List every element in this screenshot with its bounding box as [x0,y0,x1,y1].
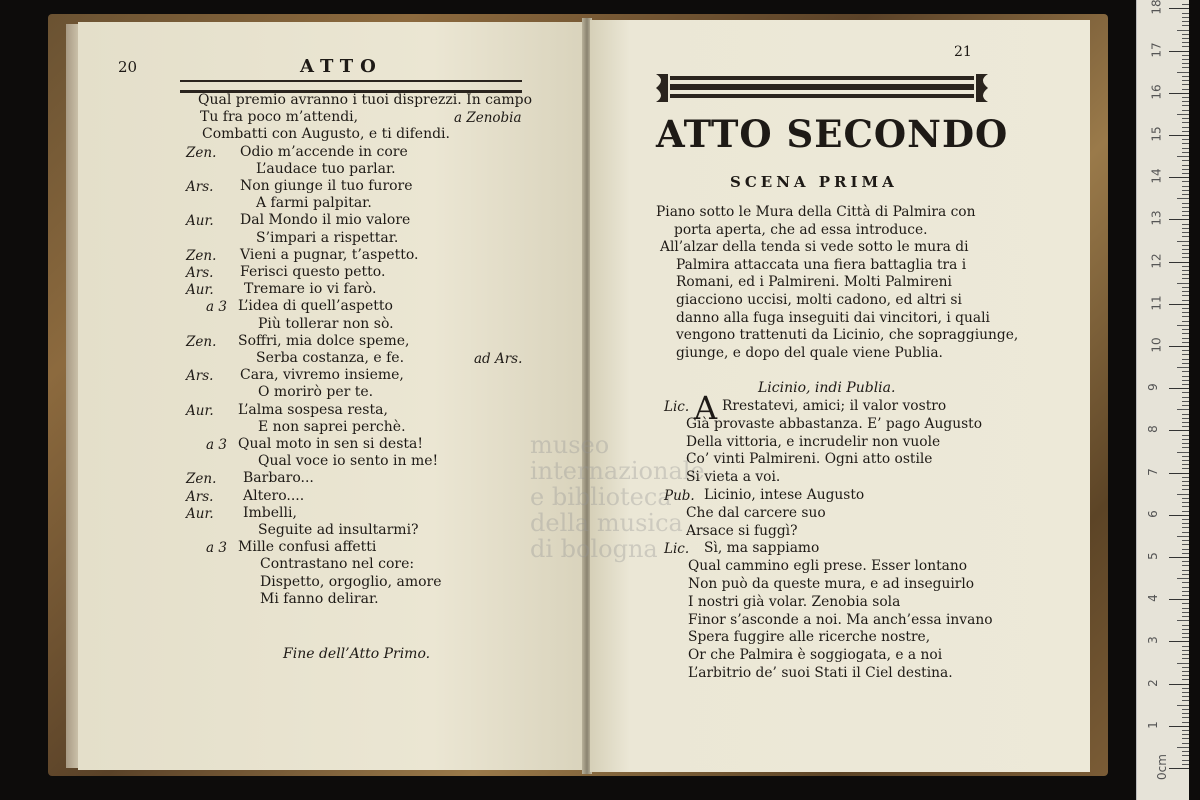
ruler-tick-minor [1182,211,1189,212]
verse-line: Mille confusi affetti [238,539,377,556]
ruler-tick-minor [1182,80,1189,81]
ruler-tick-minor [1182,274,1189,275]
speaker-label: Zen. [186,333,217,350]
ruler-tick-minor [1182,84,1189,85]
ruler-number: 16 [1149,84,1164,100]
left-page-number: 20 [118,58,138,76]
ruler-tick-minor [1182,422,1189,423]
ruler-tick-minor [1182,717,1189,718]
ruler-tick-minor [1182,730,1189,731]
ruler-tick-minor [1182,658,1189,659]
verse-line: Più tollerar non sò. [258,315,394,332]
ruler-number: 1 [1145,720,1160,729]
ruler-tick-minor [1182,439,1189,440]
ruler-tick-minor [1182,359,1189,360]
ruler-tick-minor [1182,456,1189,457]
ruler-tick-minor [1182,55,1189,56]
ruler-tick-minor [1182,169,1189,170]
direction-line: Romani, ed i Palmireni. Molti Palmireni [676,274,952,291]
ruler-tick-minor [1177,156,1189,157]
ruler-tick-minor [1182,215,1189,216]
ruler-tick-minor [1182,21,1189,22]
verse-line: A farmi palpitar. [256,195,372,212]
ruler-number: 10 [1149,337,1164,353]
ruler-tick-minor [1182,414,1189,415]
ruler-tick-minor [1182,401,1189,402]
ruler-tick-major [1169,684,1189,685]
dialogue-line: Già provaste abbastanza. E’ pago Augusto [686,415,983,432]
ruler-tick-minor [1182,633,1189,634]
direction-line: Palmira attaccata una fiera battaglia tra i [676,256,967,273]
speaker-label: Zen. [186,247,217,264]
ruler-tick-major [1169,346,1189,347]
ruler-tick-minor [1177,494,1189,495]
ruler-tick-minor [1182,751,1189,752]
ruler-tick-minor [1182,46,1189,47]
ruler-tick-minor [1182,173,1189,174]
ruler-tick-minor [1182,561,1189,562]
ruler-tick-minor [1182,76,1189,77]
ruler-number: 11 [1149,295,1164,311]
dialogue-line: I nostri già volar. Zenobia sola [688,593,901,610]
ruler-number: 5 [1145,552,1160,560]
ruler-tick-minor [1182,105,1189,106]
ruler-tick-minor [1182,38,1189,39]
ruler-tick-minor [1182,582,1189,583]
dialogue-line: Sì, ma sappiamo [704,540,820,557]
ruler-tick-minor [1182,384,1189,385]
ruler-tick-minor [1182,17,1189,18]
ruler-tick-major [1169,219,1189,220]
ruler-number: 15 [1149,126,1164,142]
dialogue-line: Arsace si fuggì? [686,522,798,539]
ruler-tick-minor [1182,595,1189,596]
drop-cap: A [694,389,718,427]
ruler-tick-minor [1182,376,1189,377]
dialogue-line: Che dal carcere suo [686,504,826,521]
ruler-tick-minor [1182,489,1189,490]
direction-line: porta aperta, che ad essa introduce. [674,221,928,238]
dialogue-line: Co’ vinti Palmireni. Ogni atto ostile [686,451,933,468]
ruler-tick-minor [1182,675,1189,676]
ruler-tick-minor [1177,536,1189,537]
ruler-tick-minor [1182,266,1189,267]
header-ornament [652,70,992,106]
right-page-number: 21 [954,44,972,60]
verse-line: L’audace tuo parlar. [256,160,396,177]
ruler-tick-minor [1182,249,1189,250]
direction-line: vengono trattenuti da Licinio, che sopraggiunge, [676,327,1019,344]
ruler-tick-minor [1177,72,1189,73]
ruler-tick-minor [1182,692,1189,693]
ruler-tick-minor [1182,270,1189,271]
ruler-tick-minor [1182,257,1189,258]
ruler-tick-minor [1182,418,1189,419]
verse-line: Odio m’accende in core [240,143,408,160]
verse-line: Altero.... [243,487,305,504]
ruler-tick-major [1169,135,1189,136]
ruler-tick-minor [1182,506,1189,507]
ruler-tick-minor [1182,523,1189,524]
ruler-tick-minor [1182,696,1189,697]
ruler-tick-minor [1182,679,1189,680]
ruler-tick-minor [1182,498,1189,499]
ruler-tick-minor [1182,342,1189,343]
scene-heading: Licinio, indi Publia. [758,380,896,396]
ruler-tick-major [1169,768,1189,769]
dialogue-line: Licinio, intese Augusto [704,487,865,503]
ruler-tick-minor [1182,743,1189,744]
ruler-tick-minor [1182,477,1189,478]
speaker-label: Lic. [664,399,690,415]
ruler-tick-minor [1182,338,1189,339]
ruler-tick-minor [1182,63,1189,64]
speaker-label: Aur. [186,282,214,299]
ruler-tick-minor [1177,578,1189,579]
ruler-tick-minor [1182,371,1189,372]
ruler-tick-minor [1182,405,1189,406]
verse-line: E non saprei perchè. [258,418,406,435]
verse-line: Qual moto in sen si desta! [238,436,424,452]
ruler-tick-minor [1182,625,1189,626]
ruler-tick-minor [1182,152,1189,153]
ruler-tick-minor [1177,241,1189,242]
ruler-tick-minor [1182,502,1189,503]
ruler-tick-minor [1182,224,1189,225]
speaker-label: Pub. [664,488,695,504]
ruler-tick-minor [1182,350,1189,351]
ruler-tick-minor [1182,629,1189,630]
ruler-number: 17 [1149,41,1164,58]
verse-line: L’alma sospesa resta, [238,401,388,418]
direction-line: giacciono uccisi, molti cadono, ed altri si [676,292,962,308]
ruler-tick-minor [1182,764,1189,765]
speaker-label: Aur. [186,213,214,230]
ruler-tick-minor [1182,89,1189,90]
ruler-tick-major [1169,177,1189,178]
act-end-note: Fine dell’Atto Primo. [283,646,431,662]
left-running-head: ATTO [300,56,383,77]
stage-direction: a Zenobia [454,110,522,127]
ruler-tick-minor [1182,616,1189,617]
dialogue-line: Si vieta a voi. [686,469,781,486]
speaker-label: Ars. [186,488,214,505]
ruler-tick-minor [1182,194,1189,195]
ruler-tick-major [1169,473,1189,474]
ruler-tick-minor [1182,738,1189,739]
ruler-tick-minor [1182,245,1189,246]
ruler-tick-minor [1182,574,1189,575]
speaker-label: a 3 [206,299,227,316]
ruler-tick-minor [1182,671,1189,672]
ruler-number: 6 [1145,509,1160,518]
ruler-tick-minor [1182,447,1189,448]
ruler-tick-minor [1177,620,1189,621]
ruler-tick-minor [1182,544,1189,545]
ruler-tick-minor [1182,34,1189,35]
speaker-label: Aur. [186,505,214,522]
ruler-tick-minor [1182,295,1189,296]
verse-line: L’idea di quell’aspetto [238,298,393,315]
ruler-tick-minor [1182,549,1189,550]
ruler-tick-minor [1182,131,1189,132]
ruler-tick-minor [1182,688,1189,689]
ruler-tick-major [1169,515,1189,516]
verse-line: Non giunge il tuo furore [240,178,413,194]
ruler-tick-major [1169,262,1189,263]
ruler-tick-minor [1182,565,1189,566]
ruler-tick-minor [1177,30,1189,31]
ruler-tick-minor [1177,409,1189,410]
ruler-tick-minor [1182,667,1189,668]
ruler-tick-minor [1182,511,1189,512]
ruler-tick-minor [1182,148,1189,149]
ruler-tick-minor [1182,312,1189,313]
ruler-tick-minor [1182,755,1189,756]
speaker-label: Ars. [186,265,214,281]
ruler-tick-minor [1182,608,1189,609]
verse-line: Dispetto, orgoglio, amore [260,573,442,590]
ruler-tick-minor [1182,160,1189,161]
ruler-tick-minor [1182,118,1189,119]
ruler-tick-major [1169,430,1189,431]
ruler-tick-minor [1182,127,1189,128]
ruler-tick-minor [1182,397,1189,398]
ruler-tick-minor [1182,300,1189,301]
verse-line: Seguite ad insultarmi? [258,522,419,538]
speaker-label: a 3 [206,437,227,453]
ruler-tick-minor [1182,540,1189,541]
ruler-tick-minor [1182,143,1189,144]
ruler-tick-minor [1182,232,1189,233]
ruler-tick-minor [1182,709,1189,710]
ruler-tick-minor [1182,646,1189,647]
ruler-number: 2 [1145,678,1160,687]
ruler-tick-minor [1182,13,1189,14]
ruler-tick-minor [1182,443,1189,444]
speaker-label: a 3 [206,540,227,557]
ruler-tick-major [1169,599,1189,600]
ruler-tick-minor [1182,435,1189,436]
dialogue-line: L’arbitrio de’ suoi Stati il Ciel destina. [688,665,953,681]
ruler-tick-minor [1177,705,1189,706]
dialogue-line: Non può da queste mura, e ad inseguirlo [688,576,975,592]
ruler-tick-minor [1177,663,1189,664]
speaker-label: Zen. [186,144,217,161]
ruler-tick-minor [1177,114,1189,115]
verse-line: Mi fanno delirar. [260,590,379,607]
ruler-tick-minor [1177,367,1189,368]
verse-line: S’impari a rispettar. [256,229,399,246]
ruler-number: 3 [1145,636,1160,645]
act-title: ATTO SECONDO [656,112,1009,156]
watermark: museo internazionale e biblioteca della musica di bologna [530,431,705,563]
ruler-tick-minor [1182,101,1189,102]
scene-title: SCENA PRIMA [730,173,898,191]
ruler-tick-minor [1182,139,1189,140]
verse-line: Tu fra poco m’attendi, [200,109,359,126]
verse-line: O morirò per te. [258,384,374,401]
ruler-tick-minor [1182,287,1189,288]
ruler-tick-minor [1182,97,1189,98]
ruler-number: 14 [1149,168,1164,184]
verse-line: Qual voce io sento in me! [258,453,439,470]
ruler-number: 7 [1145,467,1160,476]
direction-line: danno alla fuga inseguiti dai vincitori, i quali [676,309,990,326]
ruler-tick-minor [1182,165,1189,166]
ruler-tick-minor [1177,325,1189,326]
speaker-label: Zen. [186,471,217,488]
ruler-number: 18 [1149,0,1164,16]
ruler-tick-minor [1182,253,1189,254]
ruler-tick-minor [1182,603,1189,604]
dialogue-line: Spera fuggire alle ricerche nostre, [688,629,931,646]
ruler-tick-minor [1182,59,1189,60]
ruler-tick-minor [1182,181,1189,182]
ruler-tick-minor [1182,392,1189,393]
ruler-number: 13 [1149,210,1164,227]
ruler-tick-minor [1182,203,1189,204]
ruler-tick-major [1169,51,1189,52]
ruler-tick-minor [1182,654,1189,655]
ruler-tick-minor [1182,122,1189,123]
speaker-label: Aur. [186,402,214,419]
verse-line: Vieni a pugnar, t’aspetto. [240,246,419,263]
ruler-tick-minor [1182,110,1189,111]
ruler-tick-minor [1182,722,1189,723]
ruler-tick-major [1169,726,1189,727]
ruler-tick-minor [1182,278,1189,279]
ruler-tick-major [1169,93,1189,94]
ruler-tick-minor [1177,747,1189,748]
ruler-tick-minor [1182,4,1189,5]
ruler-number: 12 [1149,252,1164,269]
verse-line: Barbaro... [243,470,314,487]
ruler-tick-minor [1177,283,1189,284]
measurement-ruler [1136,0,1189,800]
dialogue-line: Finor s’asconde a noi. Ma anch’essa invano [688,611,993,628]
ruler-tick-minor [1182,308,1189,309]
ruler-tick-minor [1182,236,1189,237]
verse-line: Imbelli, [243,504,297,521]
direction-line: giunge, e dopo del quale viene Publia. [676,344,943,361]
ruler-tick-minor [1182,734,1189,735]
speaker-label: Ars. [186,179,214,195]
ruler-tick-minor [1182,485,1189,486]
verse-line: Dal Mondo il mio valore [240,212,411,229]
dialogue-line: Della vittoria, e incrudelir non vuole [686,433,941,450]
ruler-number: 4 [1145,594,1160,603]
ruler-tick-minor [1182,426,1189,427]
ruler-tick-minor [1182,713,1189,714]
ruler-tick-minor [1182,186,1189,187]
ruler-tick-minor [1182,570,1189,571]
ruler-tick-minor [1182,333,1189,334]
ruler-tick-major [1169,388,1189,389]
ruler-tick-minor [1182,532,1189,533]
ruler-tick-minor [1182,291,1189,292]
ruler-tick-minor [1182,25,1189,26]
ruler-tick-minor [1182,354,1189,355]
ruler-number: 0cm [1154,754,1169,780]
ruler-tick-minor [1182,363,1189,364]
ruler-number: 8 [1145,425,1160,434]
dialogue-line: Qual cammino egli prese. Esser lontano [688,558,968,575]
verse-line: Serba costanza, e fe. [256,350,405,366]
ruler-tick-minor [1182,460,1189,461]
ruler-tick-minor [1182,228,1189,229]
ruler-tick-minor [1182,42,1189,43]
ruler-tick-minor [1182,637,1189,638]
ruler-tick-minor [1182,612,1189,613]
verse-line: Combatti con Augusto, e ti difendi. [202,126,450,143]
ruler-tick-minor [1177,198,1189,199]
ruler-tick-minor [1182,316,1189,317]
stage-direction: ad Ars. [474,351,523,367]
ruler-tick-minor [1182,207,1189,208]
ruler-tick-minor [1182,329,1189,330]
ruler-tick-minor [1182,481,1189,482]
ruler-tick-minor [1182,587,1189,588]
ruler-tick-minor [1182,591,1189,592]
dialogue-line: Or che Palmira è soggiogata, e a noi [688,647,943,664]
ruler-tick-minor [1182,67,1189,68]
verse-line: Cara, vivremo insieme, [240,367,404,384]
ruler-tick-major [1169,557,1189,558]
ruler-tick-minor [1182,468,1189,469]
ruler-tick-minor [1182,380,1189,381]
ruler-tick-major [1169,304,1189,305]
ruler-tick-minor [1182,650,1189,651]
verse-line: Qual premio avranno i tuoi disprezzi. In campo [198,92,533,108]
ruler-tick-minor [1182,527,1189,528]
direction-line: All’alzar della tenda si vede sotto le mura di [660,239,969,256]
speaker-label: Ars. [186,368,214,385]
verse-line: Tremare io vi farò. [244,281,377,298]
ruler-tick-major [1169,8,1189,9]
verse-line: Soffri, mia dolce speme, [238,332,410,349]
ruler-tick-minor [1177,452,1189,453]
ruler-tick-minor [1182,519,1189,520]
ruler-tick-minor [1182,700,1189,701]
ruler-tick-minor [1182,190,1189,191]
ruler-tick-minor [1182,760,1189,761]
ruler-tick-minor [1182,464,1189,465]
ruler-number: 9 [1145,383,1160,392]
ruler-tick-minor [1182,321,1189,322]
ruler-tick-major [1169,641,1189,642]
verse-line: Contrastano nel core: [260,556,415,573]
speaker-label: Lic. [664,541,690,558]
direction-line: Piano sotto le Mura della Città di Palmira con [656,204,976,220]
verse-line: Ferisci questo petto. [240,264,386,280]
ruler-tick-minor [1182,553,1189,554]
dialogue-line: Rrestatevi, amici; il valor vostro [722,398,947,414]
